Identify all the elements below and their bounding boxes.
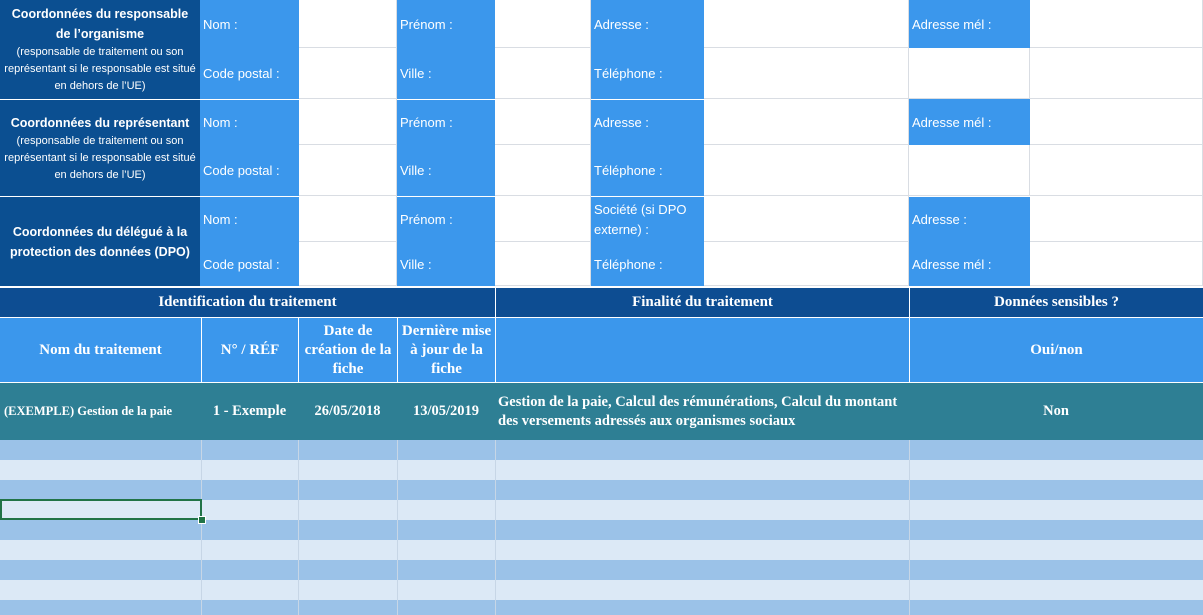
field-input[interactable] (1030, 145, 1203, 196)
grid-line (298, 440, 299, 615)
table-row[interactable] (0, 480, 1203, 500)
field-label: Adresse mél : (909, 242, 1030, 286)
field-label: Ville : (397, 242, 495, 286)
section-header-sensibles: Données sensibles ? (909, 286, 1203, 317)
field-input[interactable] (704, 48, 909, 99)
field-label: Nom : (200, 0, 299, 48)
field-label: Nom : (200, 99, 299, 145)
field-label: Adresse mél : (909, 99, 1030, 145)
field-input[interactable] (704, 145, 909, 196)
example-cell-maj[interactable]: 13/05/2019 (397, 382, 495, 440)
field-input[interactable] (704, 0, 909, 48)
column-header-finalite (495, 317, 909, 382)
table-row[interactable] (0, 540, 1203, 560)
field-label: Adresse : (909, 196, 1030, 242)
field-label: Téléphone : (591, 48, 704, 99)
field-input[interactable] (299, 242, 397, 286)
field-label: Société (si DPO externe) : (591, 196, 704, 242)
field-input[interactable] (495, 99, 591, 145)
field-input[interactable] (704, 196, 909, 242)
grid-line (397, 440, 398, 615)
field-input[interactable] (495, 0, 591, 48)
selected-cell[interactable] (0, 499, 202, 520)
field-label: Nom : (200, 196, 299, 242)
field-input[interactable] (495, 48, 591, 99)
field-label: Téléphone : (591, 242, 704, 286)
section-header-identification: Identification du traitement (0, 286, 495, 317)
column-header-sensibles: Oui/non (909, 317, 1203, 382)
contact-block-title (0, 99, 200, 196)
column-header-ref: N° / RÉF (201, 317, 298, 382)
field-input[interactable] (299, 145, 397, 196)
field-label: Adresse : (591, 99, 704, 145)
grid-line (495, 440, 496, 615)
field-label: Code postal : (200, 48, 299, 99)
contact-title-main: Coordonnées du délégué à la protection des données (DPO) (10, 224, 190, 259)
contact-block-title (0, 0, 200, 99)
field-input[interactable] (495, 242, 591, 286)
field-label: Ville : (397, 48, 495, 99)
contact-block-title (0, 196, 200, 286)
field-label: Code postal : (200, 242, 299, 286)
table-row[interactable] (0, 440, 1203, 460)
field-input[interactable] (1030, 99, 1203, 145)
field-label: Prénom : (397, 99, 495, 145)
table-row[interactable] (0, 580, 1203, 600)
contact-title-sub: (responsable de traitement ou son représentant si le responsable est situé en dehors de l’UE) (4, 134, 196, 181)
example-cell-finalite[interactable]: Gestion de la paie, Calcul des rémunérations, Calcul du montant des versements adressés aux organismes sociaux (495, 382, 909, 440)
field-label: Adresse : (591, 0, 704, 48)
contact-title-main: Coordonnées du représentant (10, 115, 190, 130)
contact-title-sub: (responsable de traitement ou son représentant si le responsable est situé en dehors de l’UE) (4, 46, 196, 92)
example-cell-sensibles[interactable]: Non (909, 382, 1203, 440)
field-input[interactable] (299, 196, 397, 242)
example-cell-creation[interactable]: 26/05/2018 (298, 382, 397, 440)
column-header-maj: Dernière mise à jour de la fiche (397, 317, 495, 382)
grid-line (201, 440, 202, 615)
field-label: Code postal : (200, 145, 299, 196)
field-input[interactable] (299, 48, 397, 99)
table-row[interactable] (0, 600, 1203, 615)
field-input[interactable] (495, 145, 591, 196)
field-input[interactable] (1030, 0, 1203, 48)
field-input[interactable] (909, 145, 1030, 196)
field-input[interactable] (704, 242, 909, 286)
field-label: Téléphone : (591, 145, 704, 196)
section-header-finalite: Finalité du traitement (495, 286, 909, 317)
example-cell-nom[interactable]: (EXEMPLE) Gestion de la paie (0, 382, 201, 440)
field-input[interactable] (1030, 48, 1203, 99)
field-input[interactable] (1030, 242, 1203, 286)
field-input[interactable] (1030, 196, 1203, 242)
field-label: Prénom : (397, 196, 495, 242)
field-input[interactable] (495, 196, 591, 242)
contact-title-main: Coordonnées du responsable de l’organisme (11, 7, 189, 41)
table-row[interactable] (0, 520, 1203, 540)
fill-handle[interactable] (198, 516, 206, 524)
field-label: Prénom : (397, 0, 495, 48)
field-input[interactable] (704, 99, 909, 145)
table-row[interactable] (0, 560, 1203, 580)
field-label: Adresse mél : (909, 0, 1030, 48)
field-input[interactable] (909, 48, 1030, 99)
field-input[interactable] (299, 0, 397, 48)
column-header-nom: Nom du traitement (0, 317, 201, 382)
grid-line (909, 440, 910, 615)
column-header-creation: Date de création de la fiche (298, 317, 397, 382)
field-input[interactable] (299, 99, 397, 145)
example-cell-ref[interactable]: 1 - Exemple (201, 382, 298, 440)
table-row[interactable] (0, 460, 1203, 480)
field-label: Ville : (397, 145, 495, 196)
